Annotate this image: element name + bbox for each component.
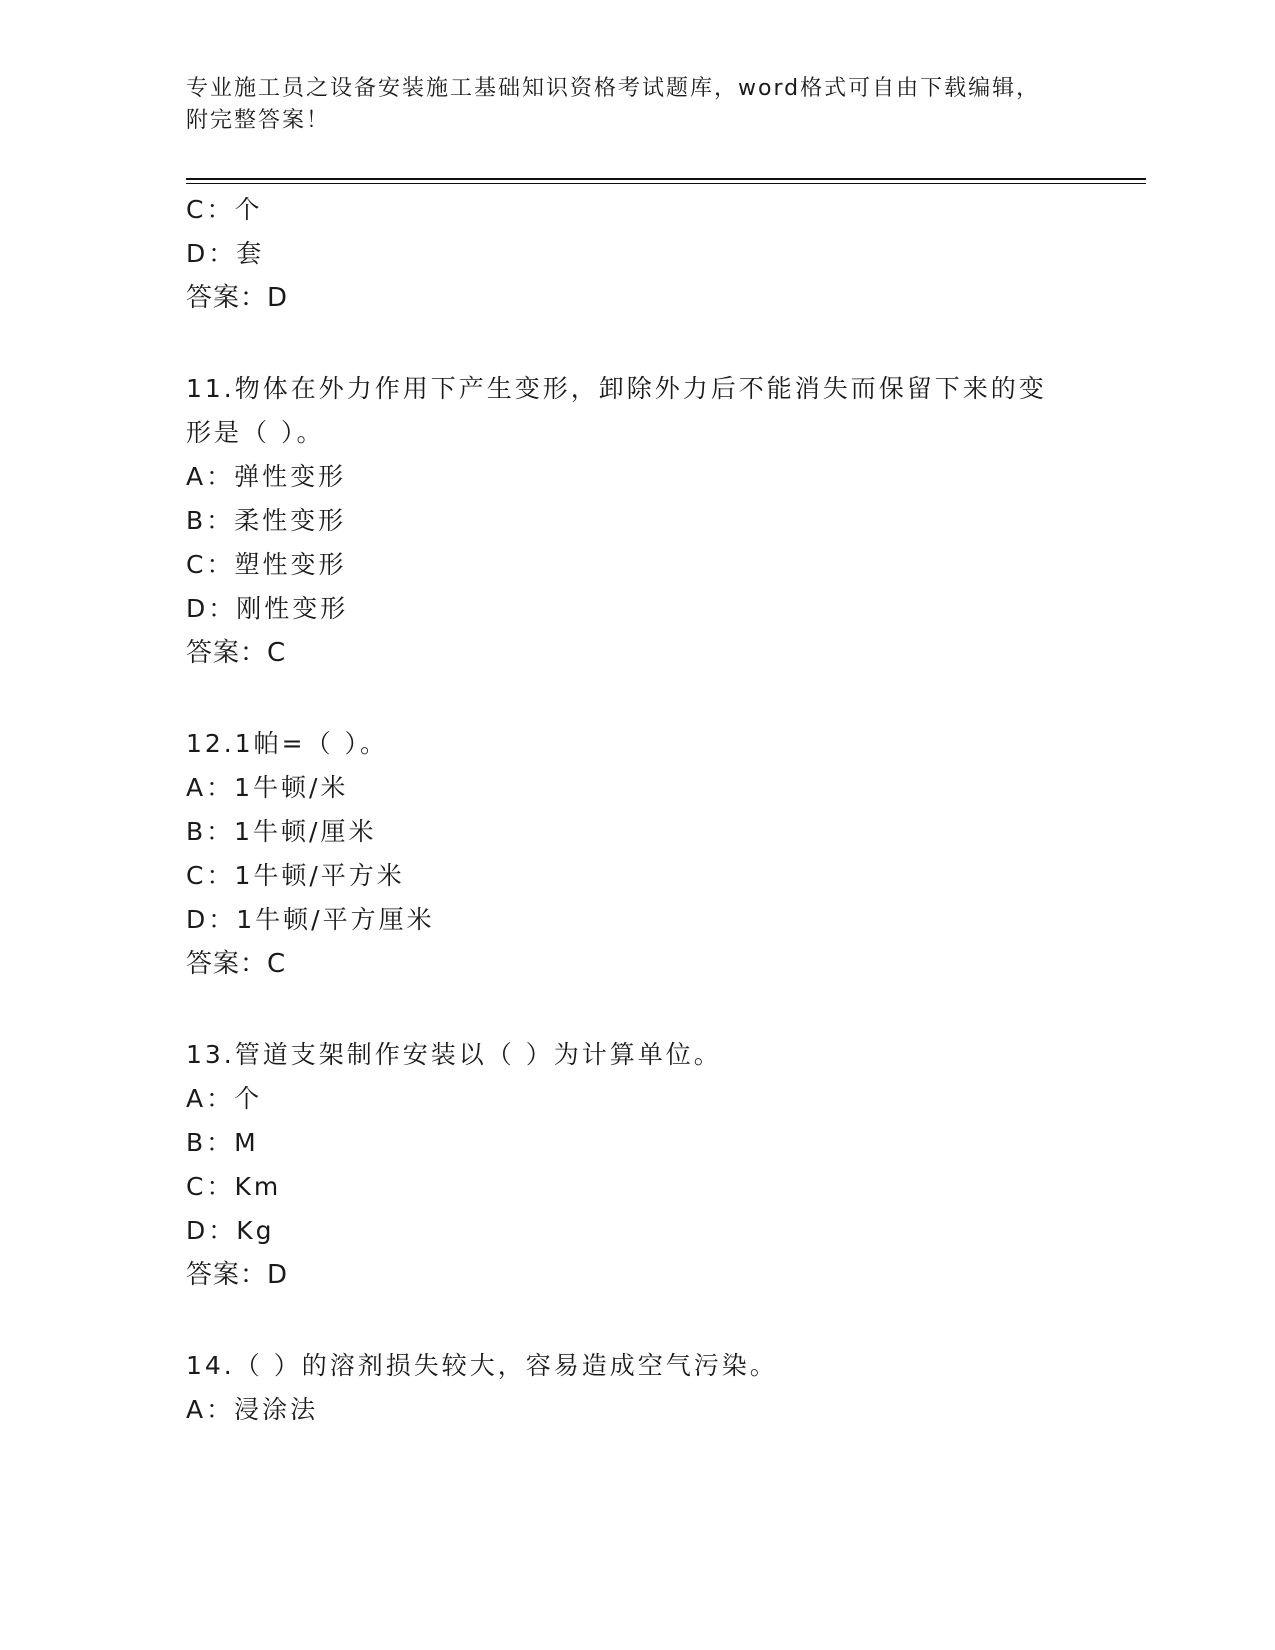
- header-divider-thick: [186, 178, 1146, 180]
- q12-stem: 12.1帕=（ ）。: [186, 729, 389, 758]
- q14-stem: 14.（ ）的溶剂损失较大，容易造成空气污染。: [186, 1351, 778, 1380]
- q13-stem: 13.管道支架制作安装以（ ）为计算单位。: [186, 1040, 722, 1069]
- q12-option-d: D：1牛顿/平方厘米: [186, 905, 435, 934]
- q13-option-a: A：个: [186, 1084, 263, 1113]
- q11-option-b: B：柔性变形: [186, 506, 347, 535]
- q11-answer: 答案：C: [186, 638, 287, 668]
- q13-option-d: D：Kg: [186, 1216, 275, 1245]
- header-divider-thin: [186, 183, 1146, 184]
- q11-stem-line-1: 11.物体在外力作用下产生变形，卸除外力后不能消失而保留下来的变: [186, 374, 1047, 403]
- document-header: [186, 73, 1086, 137]
- q12-option-c: C：1牛顿/平方米: [186, 861, 405, 890]
- prev-answer: 答案：D: [186, 283, 289, 313]
- header-title-line-1: 专业施工员之设备安装施工基础知识资格考试题库，word格式可自由下载编辑，: [186, 76, 1041, 101]
- q11-option-d: D：刚性变形: [186, 594, 349, 623]
- q12-option-b: B：1牛顿/厘米: [186, 817, 377, 846]
- q11-option-a: A：弹性变形: [186, 462, 347, 491]
- q13-option-c: C：Km: [186, 1172, 282, 1201]
- q13-answer: 答案：D: [186, 1260, 289, 1290]
- header-title-line-2: 附完整答案！: [186, 108, 331, 133]
- prev-option-c: C：个: [186, 195, 263, 224]
- q12-answer: 答案：C: [186, 949, 287, 979]
- q11-stem-line-2: 形是（ ）。: [186, 418, 325, 447]
- prev-option-d: D：套: [186, 239, 265, 268]
- q11-option-c: C：塑性变形: [186, 550, 347, 579]
- q13-option-b: B：M: [186, 1128, 259, 1157]
- q12-option-a: A：1牛顿/米: [186, 773, 349, 802]
- q14-option-a: A：浸涂法: [186, 1395, 319, 1424]
